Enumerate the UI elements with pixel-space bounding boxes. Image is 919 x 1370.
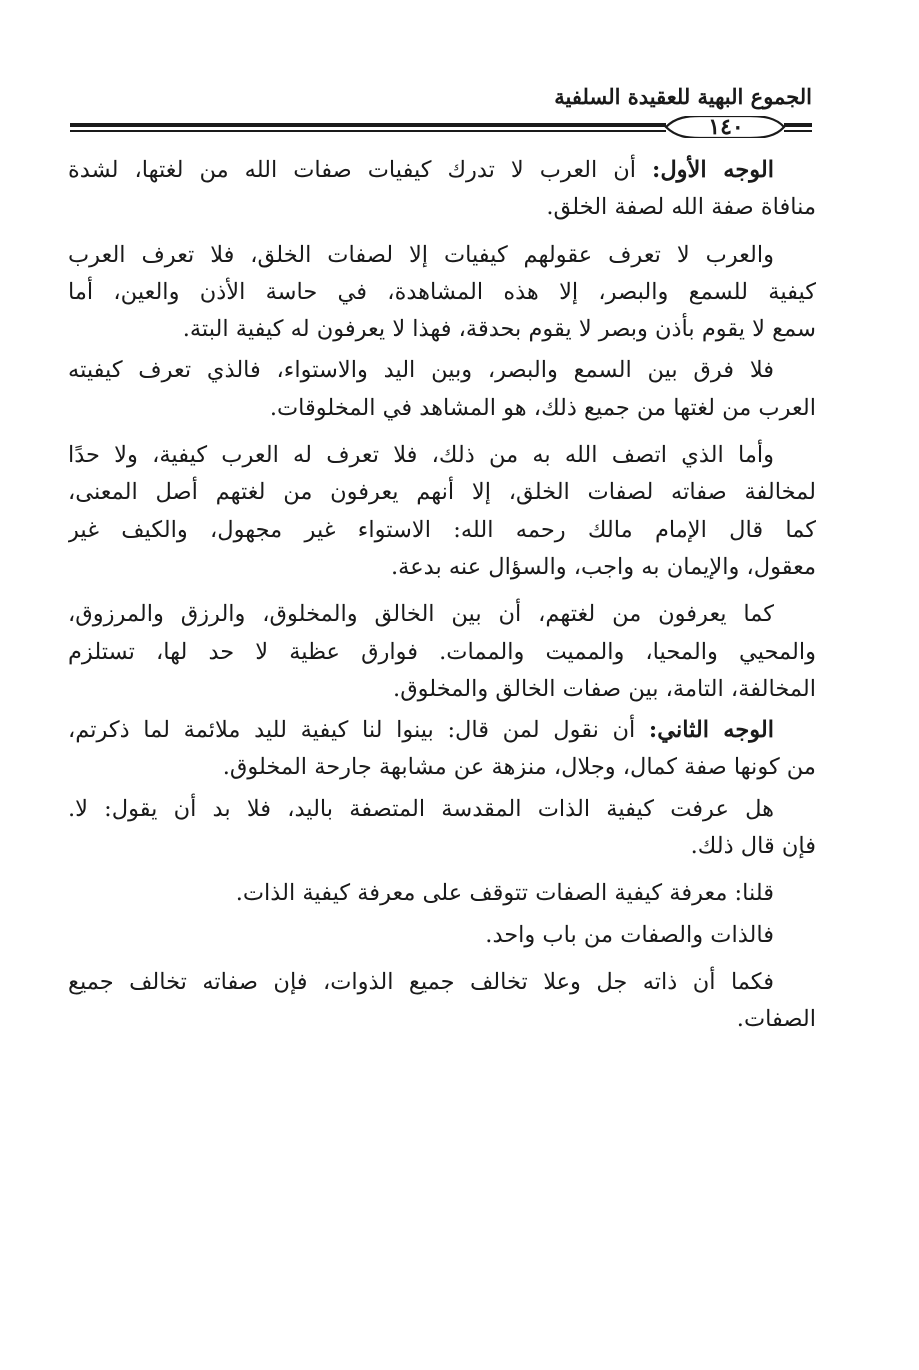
text-line: هل عرفت كيفية الذات المقدسة المتصفة باليد، فلا بد أن يقول: لا. [68, 795, 774, 822]
running-title: الجموع البهية للعقيدة السلفية [554, 84, 812, 109]
text-line: المخالفة، التامة، بين صفات الخالق والمخلوق. [393, 675, 816, 702]
text-line: من كونها صفة كمال، وجلال، منزهة عن مشابهة جارحة المخلوق. [222, 754, 816, 781]
page-header [70, 78, 812, 138]
paragraph-1 [68, 152, 816, 227]
page-body [68, 152, 816, 1043]
section-lead: الوجه الثاني: [648, 717, 774, 744]
text-line: كيفية للسمع والبصر، إلا هذه المشاهدة، في حاسة الأذن والعين، أما [68, 278, 816, 305]
text-line: والعرب لا تعرف عقولهم كيفيات إلا لصفات الخلق، فلا تعرف العرب [68, 241, 774, 268]
paragraph-4 [68, 437, 816, 586]
text-line: كما يعرفون من لغتهم، أن بين الخالق والمخلوق، والرزق والمرزوق، [68, 601, 774, 628]
text-line: الوجه الأول: أن العرب لا تدرك كيفيات صفات الله من لغتها، لشدة [68, 157, 774, 183]
page-number: ١٤٠ [708, 114, 744, 140]
paragraph-9 [68, 917, 816, 954]
text-line: معقول، والإيمان به واجب، والسؤال عنه بدعة. [391, 553, 816, 580]
text-line: الصفات. [736, 1006, 816, 1033]
text-line: فالذات والصفات من باب واحد. [485, 921, 774, 948]
text-line: العرب من لغتها من جميع ذلك، هو المشاهد في المخلوقات. [269, 394, 816, 421]
paragraph-2 [68, 237, 816, 349]
text-line: سمع لا يقوم بأذن وبصر لا يقوم بحدقة، فهذا لا يعرفون له كيفية البتة. [182, 316, 816, 343]
text-line: فكما أن ذاته جل وعلا تخالف جميع الذوات، فإن صفاته تخالف جميع [68, 968, 774, 995]
text-line: والمحيي والمحيا، والمميت والممات. فوارق عظية لا حد لها، تستلزم [68, 638, 816, 665]
paragraph-7 [68, 791, 816, 866]
text-line: الوجه الثاني: أن نقول لمن قال: بينوا لنا كيفية لليد ملائمة لما ذكرتم، [68, 717, 774, 744]
text-line: وأما الذي اتصف الله به من ذلك، فلا تعرف له العرب كيفية، ولا حدًا [68, 442, 774, 469]
paragraph-10 [68, 964, 816, 1039]
text-line: لمخالفة صفاته لصفات الخلق، إلا أنهم يعرفون من لغتهم أصل المعنى، [68, 479, 816, 506]
section-lead: الوجه الأول: [652, 157, 774, 183]
text-line: فإن قال ذلك. [690, 833, 816, 860]
text-line: كما قال الإمام مالك رحمه الله: الاستواء غير مجهول، والكيف غير [68, 516, 816, 543]
paragraph-6 [68, 712, 816, 787]
text-line: فلا فرق بين السمع والبصر، وبين اليد والاستواء، فالذي تعرف كيفيته [68, 357, 774, 384]
paragraph-3 [68, 352, 816, 427]
paragraph-5 [68, 596, 816, 708]
paragraph-8 [68, 875, 816, 912]
text-line: قلنا: معرفة كيفية الصفات تتوقف على معرفة كيفية الذات. [235, 880, 774, 907]
text-line: منافاة صفة الله لصفة الخلق. [546, 194, 816, 221]
